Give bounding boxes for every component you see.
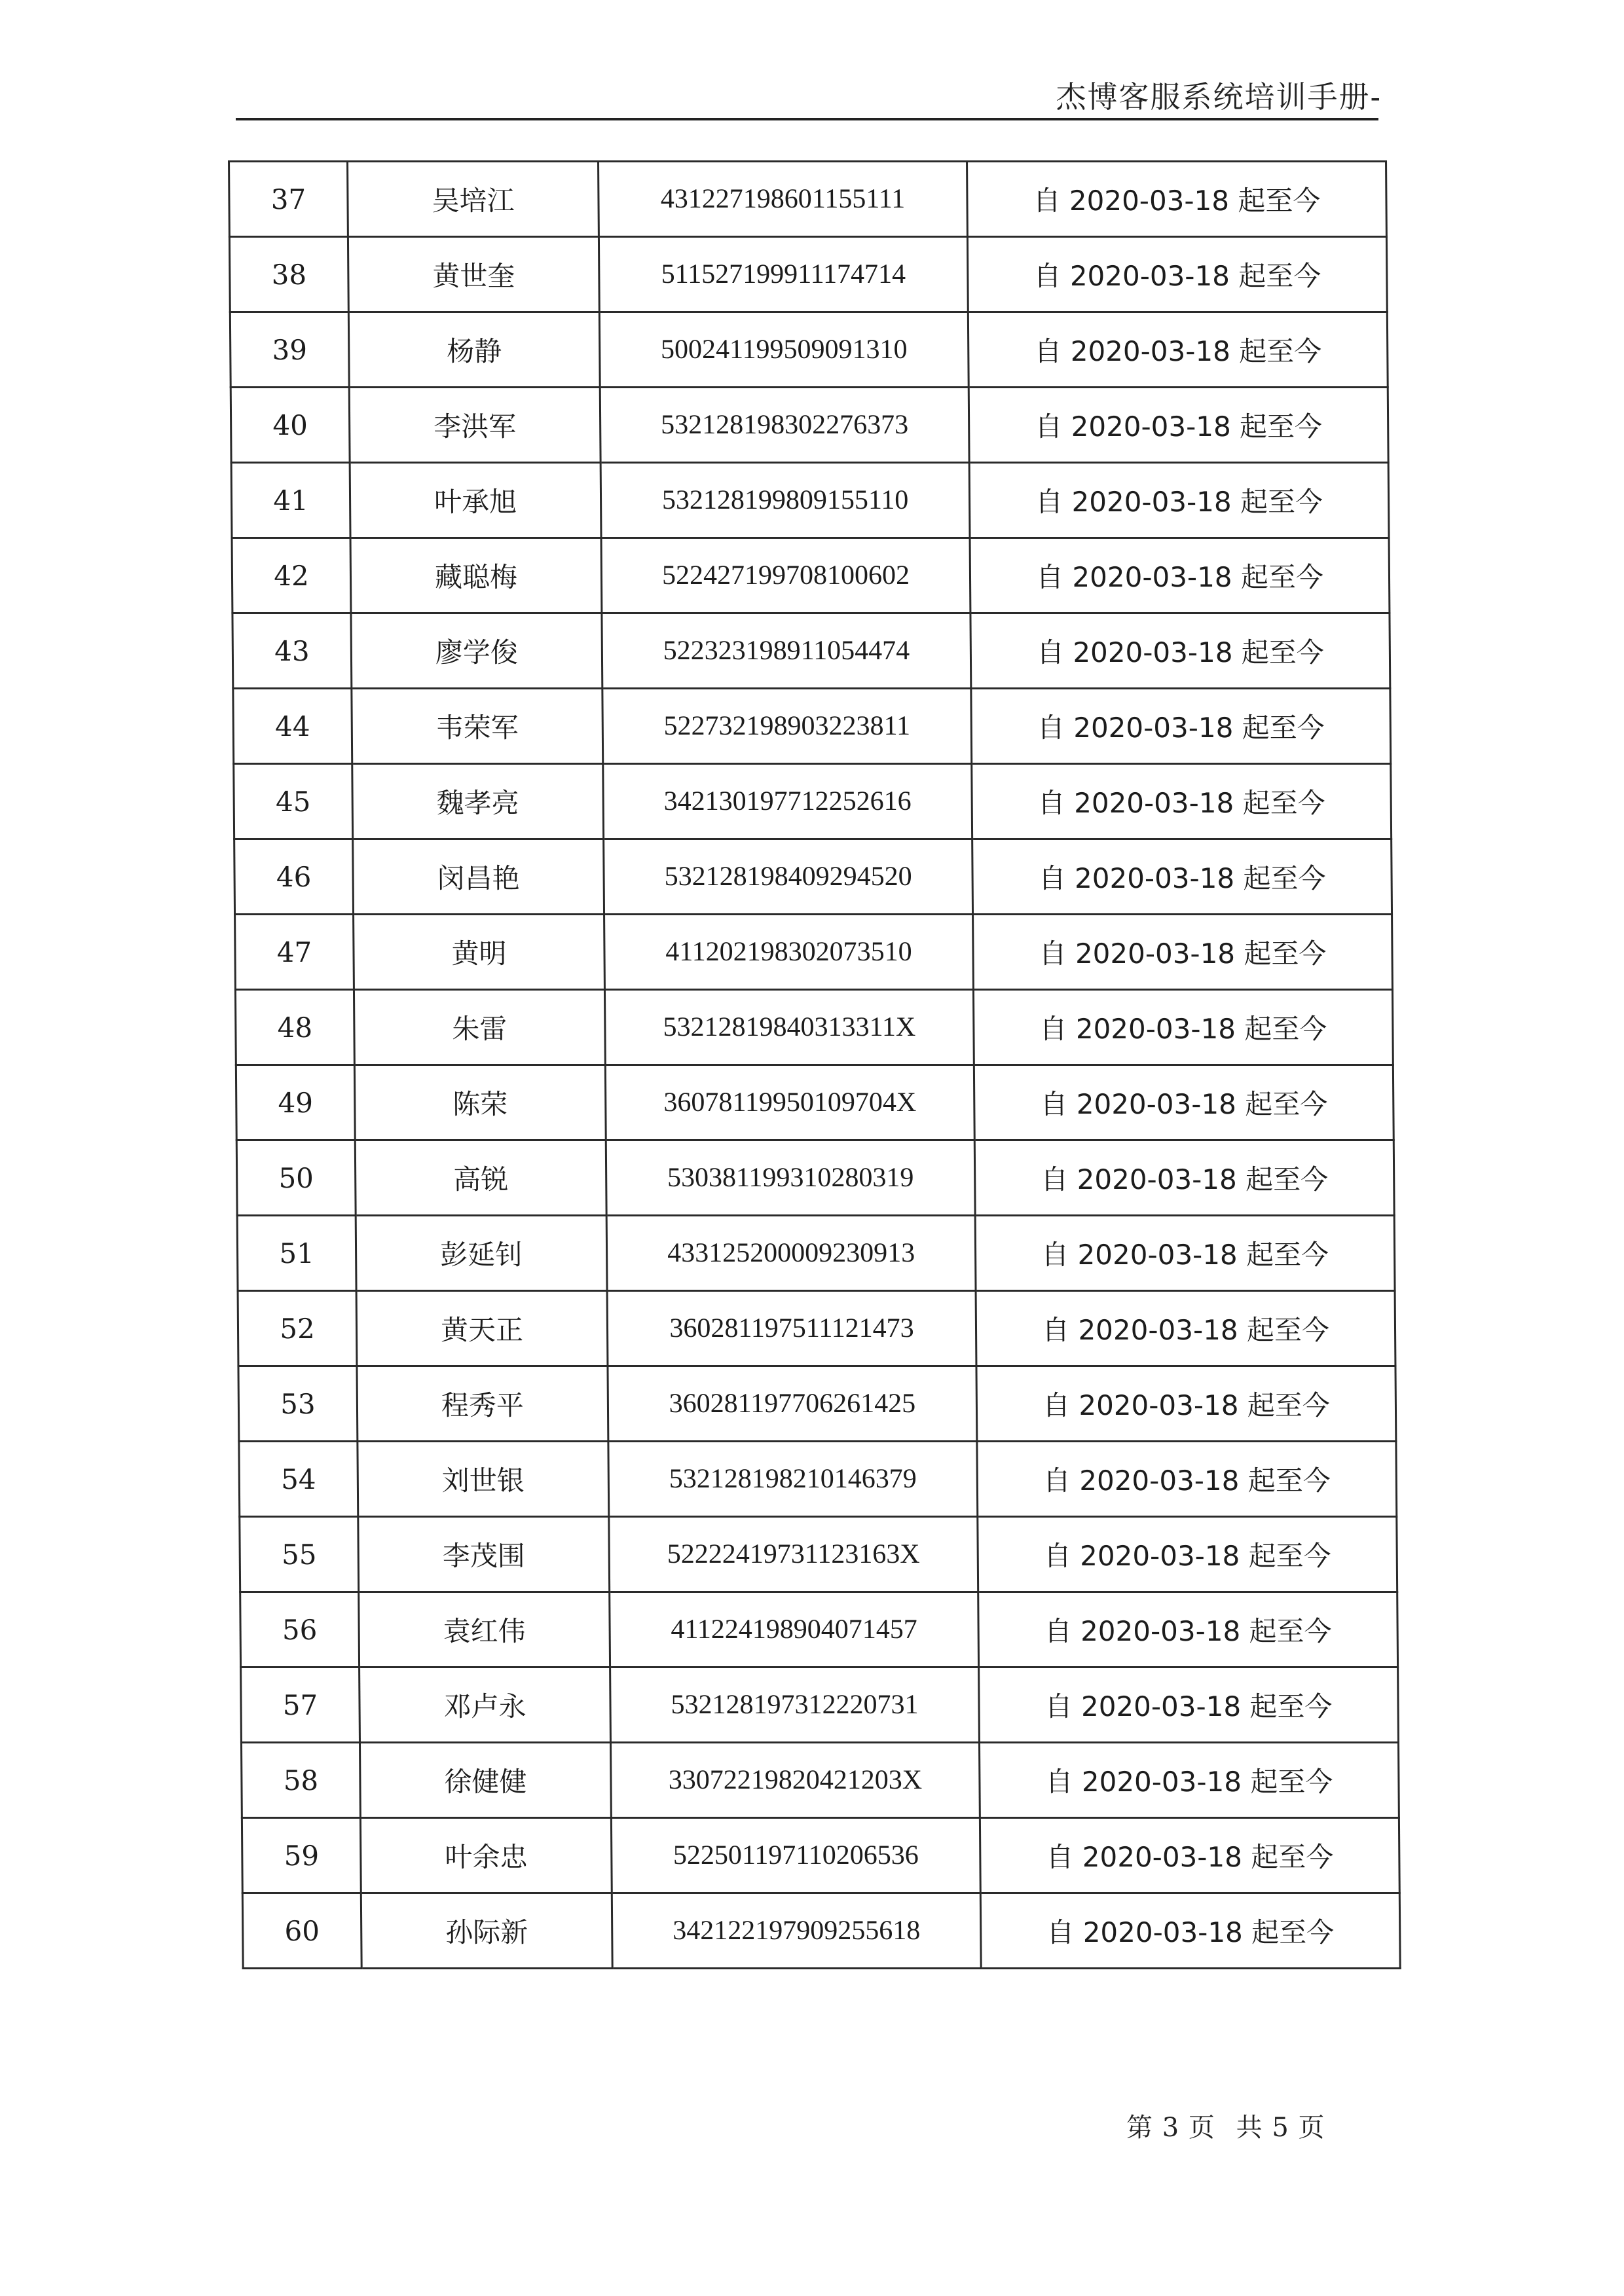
row-number: 47	[235, 915, 354, 990]
id-number: 342122197909255618	[612, 1893, 981, 1969]
id-number: 522732198903223811	[602, 689, 972, 764]
row-number: 38	[229, 237, 348, 312]
table-row	[234, 839, 1392, 915]
person-name: 魏孝亮	[352, 764, 604, 839]
table-row	[241, 1743, 1399, 1818]
service-period: 自 2020-03-18 起至今	[974, 1140, 1394, 1216]
service-period: 自 2020-03-18 起至今	[976, 1291, 1395, 1366]
person-name: 孙际新	[361, 1893, 612, 1969]
table-row	[238, 1366, 1396, 1442]
person-name: 高锐	[355, 1140, 606, 1216]
service-period: 自 2020-03-18 起至今	[980, 1818, 1399, 1893]
person-name: 藏聪梅	[350, 538, 602, 613]
service-period: 自 2020-03-18 起至今	[970, 613, 1390, 689]
id-number: 522323198911054474	[602, 613, 971, 689]
row-number: 37	[229, 162, 348, 237]
row-number: 52	[238, 1291, 357, 1366]
service-period: 自 2020-03-18 起至今	[979, 1667, 1399, 1743]
service-period: 自 2020-03-18 起至今	[973, 990, 1393, 1065]
table-row	[233, 689, 1391, 764]
person-name: 陈荣	[354, 1065, 606, 1140]
id-number: 411224198904071457	[610, 1592, 979, 1667]
service-period: 自 2020-03-18 起至今	[967, 237, 1387, 312]
person-name: 吴培江	[348, 162, 599, 237]
service-period: 自 2020-03-18 起至今	[972, 764, 1392, 839]
row-number: 43	[232, 613, 352, 689]
service-period: 自 2020-03-18 起至今	[967, 162, 1387, 237]
person-name: 彭延钊	[356, 1216, 607, 1291]
service-period: 自 2020-03-18 起至今	[971, 689, 1391, 764]
id-number: 532128198409294520	[604, 839, 973, 915]
table-row	[235, 915, 1393, 990]
id-number: 342130197712252616	[603, 764, 972, 839]
service-period: 自 2020-03-18 起至今	[972, 839, 1392, 915]
row-number: 45	[234, 764, 353, 839]
table-row	[229, 237, 1387, 312]
person-name: 杨静	[348, 312, 600, 388]
person-name: 叶承旭	[350, 463, 601, 538]
person-name: 黄世奎	[348, 237, 599, 312]
table-row	[242, 1893, 1400, 1969]
table-row	[241, 1667, 1399, 1743]
table-row	[232, 613, 1390, 689]
page-footer	[1126, 2107, 1337, 2144]
row-number: 53	[238, 1366, 358, 1442]
id-number: 431227198601155111	[599, 162, 968, 237]
person-name: 廖学俊	[351, 613, 602, 689]
row-number: 39	[230, 312, 349, 388]
row-number: 40	[231, 388, 350, 463]
service-period: 自 2020-03-18 起至今	[970, 538, 1390, 613]
person-name: 叶余忠	[360, 1818, 612, 1893]
roster-table-body	[229, 162, 1401, 1969]
service-period: 自 2020-03-18 起至今	[968, 312, 1388, 388]
row-number: 55	[240, 1517, 359, 1592]
row-number: 50	[236, 1140, 356, 1216]
row-number: 56	[240, 1592, 360, 1667]
person-name: 程秀平	[357, 1366, 608, 1442]
row-number: 54	[239, 1442, 358, 1517]
row-number: 51	[237, 1216, 356, 1291]
service-period: 自 2020-03-18 起至今	[980, 1893, 1400, 1969]
service-period: 自 2020-03-18 起至今	[979, 1743, 1399, 1818]
table-row	[240, 1592, 1398, 1667]
person-name: 闵昌艳	[353, 839, 604, 915]
id-number: 522427199708100602	[601, 538, 970, 613]
person-name: 李洪军	[349, 388, 600, 463]
person-name: 黄天正	[356, 1291, 608, 1366]
table-row	[235, 990, 1393, 1065]
id-number: 36078119950109704X	[605, 1065, 974, 1140]
service-period: 自 2020-03-18 起至今	[973, 915, 1393, 990]
id-number: 532128199809155110	[600, 463, 970, 538]
table-row	[230, 312, 1388, 388]
id-number: 530381199310280319	[606, 1140, 975, 1216]
service-period: 自 2020-03-18 起至今	[978, 1517, 1397, 1592]
row-number: 60	[242, 1893, 361, 1969]
service-period: 自 2020-03-18 起至今	[978, 1592, 1398, 1667]
roster-table	[228, 160, 1401, 1969]
id-number: 532128197312220731	[610, 1667, 980, 1743]
row-number: 42	[232, 538, 351, 613]
person-name: 黄明	[354, 915, 605, 990]
id-number: 511527199911174714	[599, 237, 968, 312]
page-total: 共 5 页	[1236, 2113, 1325, 2143]
row-number: 44	[233, 689, 352, 764]
id-number: 532128198210146379	[608, 1442, 978, 1517]
table-row	[236, 1065, 1393, 1140]
person-name: 李茂围	[358, 1517, 610, 1592]
person-name: 袁红伟	[359, 1592, 610, 1667]
person-name: 刘世银	[358, 1442, 609, 1517]
person-name: 朱雷	[354, 990, 605, 1065]
service-period: 自 2020-03-18 起至今	[977, 1442, 1397, 1517]
person-name: 邓卢永	[360, 1667, 611, 1743]
table-row	[231, 463, 1389, 538]
table-row	[234, 764, 1392, 839]
table-row	[229, 162, 1387, 237]
row-number: 59	[242, 1818, 361, 1893]
person-name: 韦荣军	[352, 689, 603, 764]
page-current: 第 3 页	[1126, 2113, 1215, 2143]
document-header-title: 杰博客服系统培训手册-	[1056, 79, 1382, 115]
id-number: 33072219820421203X	[610, 1743, 980, 1818]
id-number: 360281197511121473	[607, 1291, 976, 1366]
id-number: 500241199509091310	[599, 312, 969, 388]
table-row	[240, 1517, 1397, 1592]
row-number: 58	[241, 1743, 360, 1818]
service-period: 自 2020-03-18 起至今	[969, 388, 1388, 463]
row-number: 41	[231, 463, 350, 538]
person-name: 徐健健	[360, 1743, 611, 1818]
id-number: 360281197706261425	[608, 1366, 977, 1442]
table-row	[238, 1291, 1395, 1366]
service-period: 自 2020-03-18 起至今	[969, 463, 1389, 538]
id-number: 411202198302073510	[604, 915, 974, 990]
table-row	[232, 538, 1390, 613]
id-number: 532128198302276373	[600, 388, 969, 463]
table-row	[231, 388, 1388, 463]
table-row	[239, 1442, 1397, 1517]
table-row	[237, 1216, 1395, 1291]
service-period: 自 2020-03-18 起至今	[974, 1065, 1393, 1140]
table-row	[236, 1140, 1394, 1216]
id-number: 433125200009230913	[606, 1216, 976, 1291]
id-number: 522501197110206536	[611, 1818, 980, 1893]
id-number: 53212819840313311X	[604, 990, 974, 1065]
table-row	[242, 1818, 1399, 1893]
row-number: 48	[235, 990, 354, 1065]
service-period: 自 2020-03-18 起至今	[976, 1366, 1396, 1442]
service-period: 自 2020-03-18 起至今	[975, 1216, 1395, 1291]
id-number: 52222419731123163X	[609, 1517, 978, 1592]
row-number: 57	[241, 1667, 360, 1743]
row-number: 49	[236, 1065, 355, 1140]
row-number: 46	[234, 839, 354, 915]
